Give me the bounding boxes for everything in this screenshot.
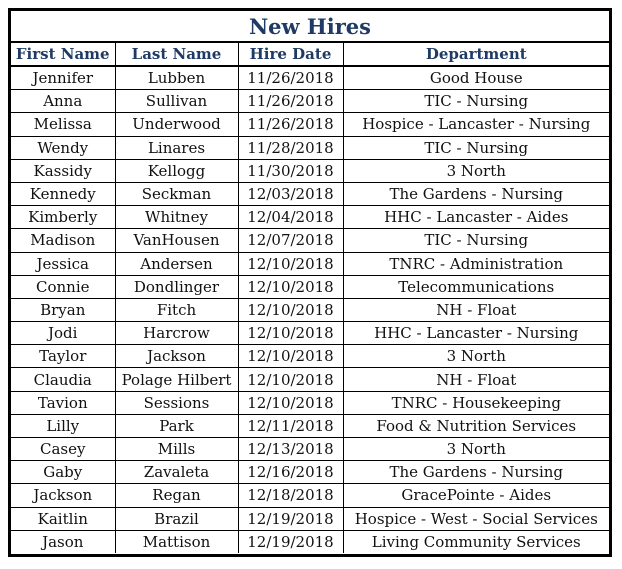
table-row (11, 322, 609, 345)
first-name-cell: Tavion (11, 391, 115, 414)
last-name-cell: Kellogg (115, 159, 238, 182)
first-name-cell: Connie (11, 275, 115, 298)
department-cell: TNRC - Housekeeping (343, 391, 609, 414)
last-name-cell: Polage Hilbert (115, 368, 238, 391)
hire-date-cell: 12/10/2018 (238, 345, 343, 368)
department-cell: TIC - Nursing (343, 229, 609, 252)
last-name-cell: Regan (115, 484, 238, 507)
header-department: Department (343, 43, 609, 66)
table-row (11, 159, 609, 182)
department-cell: NH - Float (343, 298, 609, 321)
first-name-cell: Gaby (11, 461, 115, 484)
hire-date-cell: 11/28/2018 (238, 136, 343, 159)
first-name-cell: Jennifer (11, 66, 115, 90)
department-cell: HHC - Lancaster - Aides (343, 206, 609, 229)
last-name-cell: Underwood (115, 113, 238, 136)
hire-date-cell: 12/16/2018 (238, 461, 343, 484)
hire-date-cell: 11/30/2018 (238, 159, 343, 182)
hire-date-cell: 12/04/2018 (238, 206, 343, 229)
table-row (11, 507, 609, 530)
department-cell: Telecommunications (343, 275, 609, 298)
last-name-cell: Mills (115, 438, 238, 461)
table-row (11, 298, 609, 321)
department-cell: Food & Nutrition Services (343, 414, 609, 437)
department-cell: TIC - Nursing (343, 136, 609, 159)
first-name-cell: Wendy (11, 136, 115, 159)
hire-date-cell: 12/10/2018 (238, 252, 343, 275)
table-row (11, 252, 609, 275)
table-row (11, 66, 609, 90)
table-row (11, 368, 609, 391)
first-name-cell: Lilly (11, 414, 115, 437)
last-name-cell: Whitney (115, 206, 238, 229)
hire-date-cell: 12/03/2018 (238, 182, 343, 205)
first-name-cell: Bryan (11, 298, 115, 321)
hire-date-cell: 12/07/2018 (238, 229, 343, 252)
department-cell: 3 North (343, 159, 609, 182)
last-name-cell: Mattison (115, 530, 238, 553)
hire-date-cell: 12/10/2018 (238, 298, 343, 321)
table-row (11, 414, 609, 437)
last-name-cell: Dondlinger (115, 275, 238, 298)
first-name-cell: Claudia (11, 368, 115, 391)
hire-date-cell: 12/10/2018 (238, 322, 343, 345)
last-name-cell: Lubben (115, 66, 238, 90)
last-name-cell: Harcrow (115, 322, 238, 345)
department-cell: 3 North (343, 345, 609, 368)
hire-date-cell: 12/19/2018 (238, 530, 343, 553)
last-name-cell: Park (115, 414, 238, 437)
department-cell: The Gardens - Nursing (343, 182, 609, 205)
table-row (11, 275, 609, 298)
hire-date-cell: 12/10/2018 (238, 368, 343, 391)
last-name-cell: Jackson (115, 345, 238, 368)
hire-date-cell: 12/11/2018 (238, 414, 343, 437)
department-cell: Hospice - West - Social Services (343, 507, 609, 530)
first-name-cell: Kimberly (11, 206, 115, 229)
first-name-cell: Casey (11, 438, 115, 461)
first-name-cell: Taylor (11, 345, 115, 368)
table-row (11, 530, 609, 553)
hire-date-cell: 12/10/2018 (238, 391, 343, 414)
first-name-cell: Jason (11, 530, 115, 553)
table-row (11, 90, 609, 113)
new-hires-table-frame (8, 8, 612, 557)
department-cell: Living Community Services (343, 530, 609, 553)
first-name-cell: Madison (11, 229, 115, 252)
department-cell: Good House (343, 66, 609, 90)
first-name-cell: Kaitlin (11, 507, 115, 530)
hire-date-cell: 12/19/2018 (238, 507, 343, 530)
last-name-cell: Zavaleta (115, 461, 238, 484)
department-cell: The Gardens - Nursing (343, 461, 609, 484)
table-row (11, 391, 609, 414)
table-row (11, 345, 609, 368)
table-row (11, 182, 609, 205)
department-cell: NH - Float (343, 368, 609, 391)
header-first-name: First Name (11, 43, 115, 66)
new-hires-table (11, 43, 609, 553)
first-name-cell: Melissa (11, 113, 115, 136)
last-name-cell: Fitch (115, 298, 238, 321)
hire-date-cell: 11/26/2018 (238, 66, 343, 90)
first-name-cell: Jodi (11, 322, 115, 345)
table-row (11, 484, 609, 507)
last-name-cell: Linares (115, 136, 238, 159)
department-cell: 3 North (343, 438, 609, 461)
hire-date-cell: 12/18/2018 (238, 484, 343, 507)
table-title: New Hires (11, 11, 609, 43)
table-row (11, 461, 609, 484)
first-name-cell: Jessica (11, 252, 115, 275)
header-row (11, 43, 609, 66)
last-name-cell: Andersen (115, 252, 238, 275)
last-name-cell: Brazil (115, 507, 238, 530)
table-row (11, 206, 609, 229)
table-row (11, 136, 609, 159)
last-name-cell: Sessions (115, 391, 238, 414)
header-last-name: Last Name (115, 43, 238, 66)
department-cell: HHC - Lancaster - Nursing (343, 322, 609, 345)
last-name-cell: Seckman (115, 182, 238, 205)
table-row (11, 438, 609, 461)
department-cell: TNRC - Administration (343, 252, 609, 275)
last-name-cell: Sullivan (115, 90, 238, 113)
first-name-cell: Kennedy (11, 182, 115, 205)
table-row (11, 113, 609, 136)
hire-date-cell: 11/26/2018 (238, 113, 343, 136)
table-row (11, 229, 609, 252)
header-hire-date: Hire Date (238, 43, 343, 66)
department-cell: Hospice - Lancaster - Nursing (343, 113, 609, 136)
first-name-cell: Kassidy (11, 159, 115, 182)
department-cell: GracePointe - Aides (343, 484, 609, 507)
hire-date-cell: 11/26/2018 (238, 90, 343, 113)
department-cell: TIC - Nursing (343, 90, 609, 113)
hire-date-cell: 12/13/2018 (238, 438, 343, 461)
first-name-cell: Jackson (11, 484, 115, 507)
table-body (11, 66, 609, 553)
last-name-cell: VanHousen (115, 229, 238, 252)
first-name-cell: Anna (11, 90, 115, 113)
hire-date-cell: 12/10/2018 (238, 275, 343, 298)
